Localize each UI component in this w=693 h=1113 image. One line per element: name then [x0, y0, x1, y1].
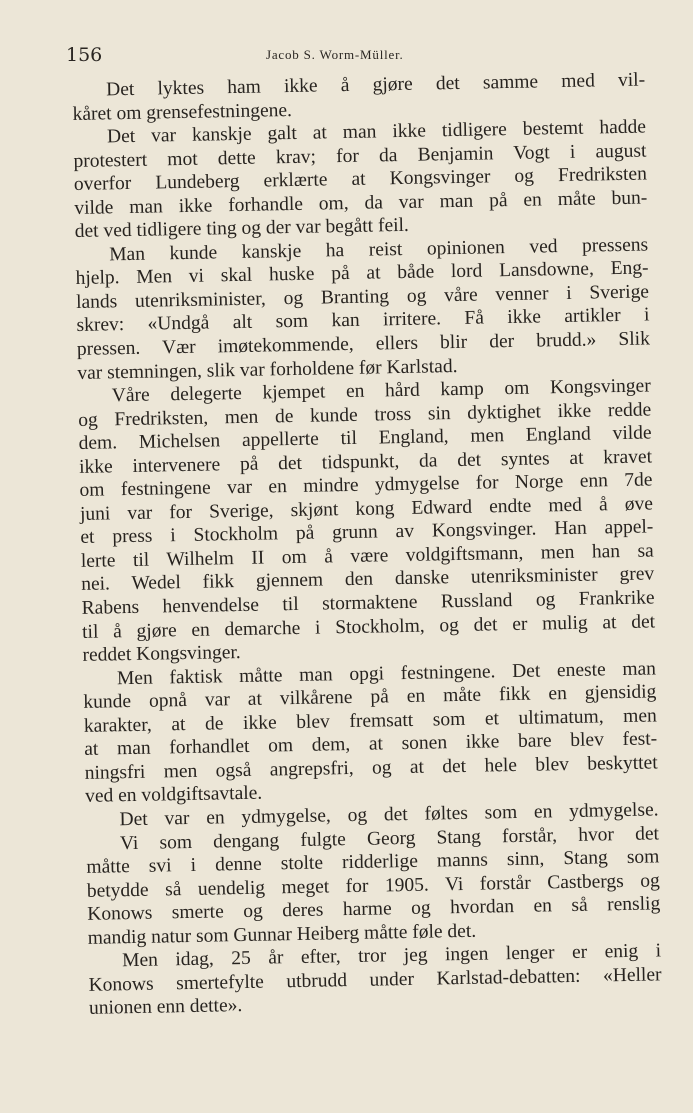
text-line: protestert mot dette krav; for da Benjamin Vogt i august	[73, 140, 647, 172]
text-line: Konows smertefylte utbrudd under Karlstad-debatten: «Heller	[88, 964, 662, 996]
text-line: Rabens henvendelse til stormaktene Russland og Frankrike	[81, 587, 655, 619]
text-line: Men idag, 25 år efter, tror jeg ingen lenger er enig i	[121, 940, 662, 972]
body-text	[72, 68, 662, 1020]
text-line: Det var kanskje galt at man ikke tidligere bestemt hadde	[106, 116, 647, 148]
text-line: var stemningen, slik var forholdene før Karlstad.	[77, 355, 458, 384]
text-line: Vi som dengang fulgte Georg Stang forstår, hvor det	[119, 822, 660, 854]
text-line: Våre delegerte kjempet en hård kamp om Kongsvinger	[111, 375, 651, 407]
text-line: Men faktisk måtte man opgi festningene. Det eneste man	[116, 658, 657, 689]
text-line: måtte svi i denne stolte ridderlige manns sinn, Stang som	[86, 846, 660, 878]
text-line: ningsfri men også angrepsfri, og at det hele blev beskyttet	[84, 752, 658, 784]
text-line: ikke intervenere på det tidspunkt, da det syntes at kravet	[78, 446, 653, 478]
text-line: nei. Wedel fikk gjennem den danske utenriksminister grev	[81, 563, 655, 596]
text-line: kunde opnå var at vilkårene på en måte fikk en gjensidig	[83, 681, 657, 714]
text-line: Konows smerte og deres harme og hvordan en så renslig	[87, 893, 661, 925]
text-line: ved en voldgiftsavtale.	[84, 783, 263, 808]
text-line: reddet Kongsvinger.	[82, 642, 241, 667]
text-line: lands utenriksminister, og Branting og våre venner i Sverige	[75, 281, 650, 313]
text-line: hjelp. Men vi skal huske på at både lord Lansdowne, Eng-	[75, 257, 649, 290]
text-line: Det var en ydmygelse, og det føltes som en ydmygelse.	[119, 799, 659, 831]
text-line: kåret om grensefestningene.	[72, 99, 293, 125]
text-line: pressen. Vær imøtekommende, ellers blir der brudd.» Slik	[76, 328, 651, 360]
text-line: vilde man ikke forhandle om, da var man på en måte bun-	[74, 187, 648, 219]
text-line: mandig natur som Gunnar Heiberg måtte føle det.	[87, 920, 477, 949]
text-line: Man kunde kanskje ha reist opinionen ved pressens	[109, 234, 649, 266]
text-line: overfor Lundeberg erklærte at Kongsvinger og Fredriksten	[73, 163, 648, 196]
page-header	[66, 44, 646, 72]
text-line: skrev: «Undgå alt som kan irritere. Få ikke artikler i	[76, 304, 650, 337]
page-number: 156	[66, 44, 103, 66]
text-line: det ved tidligere ting og der var begått feil.	[74, 215, 410, 243]
text-line: et press i Stockholm på grunn av Kongsvinger. Han appel-	[80, 516, 654, 549]
text-line: om festningene var en mindre ydmygelse for Norge enn 7de	[79, 469, 653, 502]
text-line: unionen enn dette».	[88, 995, 243, 1020]
running-head: Jacob S. Worm-Müller.	[266, 47, 404, 62]
text-line: dem. Michelsen appellerte til England, men England vilde	[78, 422, 652, 455]
text-line: og Fredriksten, men de kunde tross sin dyktighet ikke redde	[78, 399, 652, 431]
text-line: at man forhandlet om dem, at sonen ikke bare blev fest-	[84, 728, 658, 761]
text-line: juni var for Sverige, skjønt kong Edward endte med å øve	[79, 493, 654, 525]
text-line: karakter, at de ikke blev fremsatt som et ultimatum, men	[83, 705, 657, 737]
text-line: betydde så uendelig meget for 1905. Vi forstår Castbergs og	[86, 869, 660, 902]
text-line: til å gjøre en demarche i Stockholm, og det er mulig at det	[81, 610, 656, 643]
text-line: Det lyktes ham ikke å gjøre det samme med vil-	[106, 69, 646, 101]
text-line: lerte til Wilhelm II om å være voldgiftsmann, men han sa	[80, 540, 654, 572]
